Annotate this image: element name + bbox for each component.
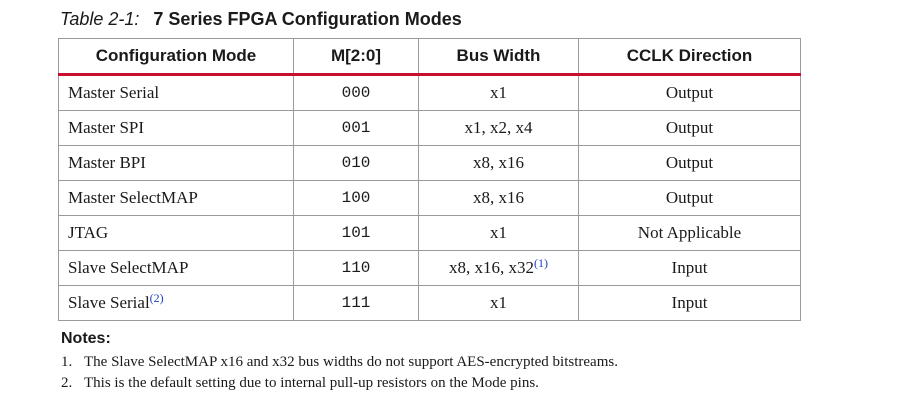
mode-text: JTAG <box>68 223 109 242</box>
mode-text: Master SelectMAP <box>68 188 198 207</box>
mode-text: Slave Serial <box>68 293 150 312</box>
cell-m-value: 110 <box>294 251 419 286</box>
cell-m-value: 001 <box>294 111 419 146</box>
cell-cclk-direction: Output <box>579 75 801 111</box>
cell-cclk-direction: Output <box>579 146 801 181</box>
bus-width-text: x1 <box>490 223 507 242</box>
mode-text: Slave SelectMAP <box>68 258 189 277</box>
note-number: 2. <box>61 375 73 391</box>
cell-mode <box>59 75 294 111</box>
cell-cclk-direction: Input <box>579 251 801 286</box>
cell-m-value: 111 <box>294 286 419 321</box>
table-row <box>59 286 801 321</box>
bus-width-text: x8, x16, x32 <box>449 258 534 277</box>
cell-mode <box>59 216 294 251</box>
cell-m-value: 101 <box>294 216 419 251</box>
cell-mode <box>59 181 294 216</box>
cell-bus-width <box>419 75 579 111</box>
cell-m-value: 100 <box>294 181 419 216</box>
table-row <box>59 251 801 286</box>
mode-text: Master BPI <box>68 153 146 172</box>
header-configuration-mode: Configuration Mode <box>59 39 294 75</box>
bus-width-text: x8, x16 <box>473 153 524 172</box>
footnote-ref[interactable]: (1) <box>534 256 548 270</box>
header-cclk-direction: CCLK Direction <box>579 39 801 75</box>
cell-cclk-direction: Input <box>579 286 801 321</box>
note-text: This is the default setting due to internal pull-up resistors on the Mode pins. <box>84 375 539 391</box>
note-text: The Slave SelectMAP x16 and x32 bus widths do not support AES-encrypted bitstreams. <box>84 354 618 370</box>
note-item <box>61 375 539 392</box>
header-bus-width: Bus Width <box>419 39 579 75</box>
table-header-row <box>59 39 801 75</box>
mode-text: Master SPI <box>68 118 145 137</box>
cell-mode <box>59 286 294 321</box>
note-number: 1. <box>61 354 73 370</box>
table-caption-label: Table 2-1: <box>60 9 140 29</box>
cell-m-value: 000 <box>294 75 419 111</box>
header-m-pins: M[2:0] <box>294 39 419 75</box>
bus-width-text: x1, x2, x4 <box>464 118 533 137</box>
bus-width-text: x1 <box>490 293 507 312</box>
table-row <box>59 181 801 216</box>
cell-mode <box>59 146 294 181</box>
cell-bus-width <box>419 111 579 146</box>
notes-heading: Notes: <box>61 330 111 347</box>
cell-mode <box>59 251 294 286</box>
cell-bus-width <box>419 251 579 286</box>
cell-cclk-direction: Not Applicable <box>579 216 801 251</box>
configuration-modes-table <box>58 38 801 321</box>
note-item <box>61 354 618 371</box>
footnote-ref[interactable]: (2) <box>149 291 164 305</box>
cell-cclk-direction: Output <box>579 111 801 146</box>
cell-bus-width <box>419 146 579 181</box>
table-caption <box>60 9 462 30</box>
table-row <box>59 111 801 146</box>
table-row <box>59 216 801 251</box>
table-caption-title: 7 Series FPGA Configuration Modes <box>153 9 462 29</box>
cell-bus-width <box>419 181 579 216</box>
table-row <box>59 75 801 111</box>
cell-bus-width <box>419 216 579 251</box>
cell-bus-width <box>419 286 579 321</box>
bus-width-text: x1 <box>490 83 507 102</box>
cell-mode <box>59 111 294 146</box>
table-row <box>59 146 801 181</box>
bus-width-text: x8, x16 <box>473 188 524 207</box>
cell-m-value: 010 <box>294 146 419 181</box>
mode-text: Master Serial <box>68 83 160 102</box>
cell-cclk-direction: Output <box>579 181 801 216</box>
